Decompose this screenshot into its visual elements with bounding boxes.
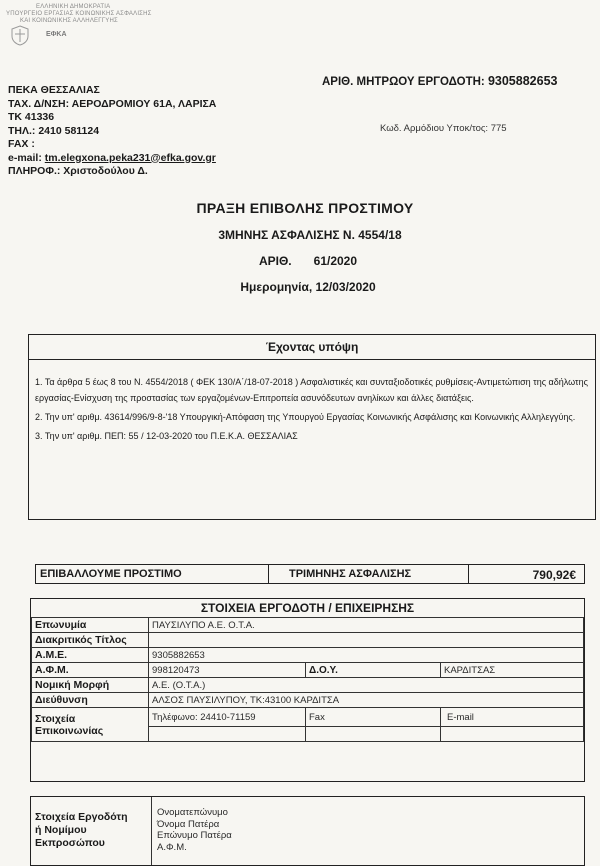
fine-type-cell [268,565,412,583]
department-code: Κωδ. Αρμόδιου Υποκ/τος: 775 [380,123,507,134]
table-row [32,648,584,663]
letterhead-line-2: ΥΠΟΥΡΓΕΙΟ ΕΡΓΑΣΙΑΣ ΚΟΙΝΩΝΙΚΗΣ ΑΣΦΑΛΙΣΗΣ [6,11,152,17]
rep-field-fullname: Ονοματεπώνυμο [157,807,228,818]
title-label: Διακριτικός Τίτλος [32,633,149,648]
name-value: ΠΑΥΣΙΛΥΠΟ Α.Ε. Ο.Τ.Α. [149,618,584,633]
fine-amount: 790,92€ [532,568,576,582]
email-label: e-mail: [8,151,42,164]
document-number [16,254,600,268]
sender-line-5: FAX : [8,138,35,150]
rep-field-father-surname: Επώνυμο Πατέρα [157,830,232,841]
contact-label-1: Στοιχεία [35,712,76,725]
address-value: ΑΛΣΟΣ ΠΑΥΣΙΛΥΠΟΥ, ΤΚ:43100 ΚΑΡΔΙΤΣΑ [149,693,584,708]
address-label: Διεύθυνση [32,693,149,708]
document-number-label: ΑΡΙΘ. [258,254,292,268]
fine-label: ΕΠΙΒΑΛΛΟΥΜΕ ΠΡΟΣΤΙΜΟ [40,568,182,580]
considering-body [29,360,595,444]
contact-extra-3 [441,727,584,742]
rep-label-3: Εκπροσώπου [35,837,105,849]
table-row [32,678,584,693]
considering-item-1: 1. Τα άρθρα 5 έως 8 του Ν. 4554/2018 ( ΦΕΚ 130/Α΄/18-07-2018 ) Ασφαλιστικές και συνταξιοδοτικές ρυθμίσεις-Αντιμετώπιση της αδήλωτης εργασίας-Ενίσχυση της προστασίας των εργαζομένων-Επιτροπεία ασυνόδευτων ανηλίκων και άλλες διατάξεις. [35,377,588,403]
letterhead-line-3: ΚΑΙ ΚΟΙΝΩΝΙΚΗΣ ΑΛΛΗΛΕΓΓΥΗΣ [20,18,118,24]
table-row [32,708,584,727]
email-value: E-mail [441,708,584,727]
legal-form-value: Α.Ε. (Ο.Τ.Α.) [149,678,584,693]
sender-line-1: ΠΕΚΑ ΘΕΣΣΑΛΙΑΣ [8,84,100,96]
table-row [32,633,584,648]
greek-emblem-icon [8,24,32,46]
sender-line-4: ΤΗΛ.: 2410 581124 [8,124,100,137]
contact-label [32,708,149,742]
registry-number: 9305882653 [487,74,558,88]
rep-label-1: Στοιχεία Εργοδότη [35,811,128,823]
rep-divider [151,797,152,865]
document-subtitle: 3ΜΗΝΗΣ ΑΣΦΑΛΙΣΗΣ Ν. 4554/18 [218,228,402,242]
considering-box [28,334,596,520]
doy-label: Δ.Ο.Υ. [306,663,441,678]
letterhead-line-1: ΕΛΛΗΝΙΚΗ ΔΗΜΟΚΡΑΤΙΑ [36,4,111,10]
document-number-value: 61/2020 [313,254,358,268]
table-row [32,693,584,708]
document-date: Ημερομηνία, 12/03/2020 [240,280,376,294]
fine-row [35,564,585,584]
legal-form-label: Νομική Μορφή [32,678,149,693]
contact-extra-2 [306,727,441,742]
registry-label: ΑΡΙΘ. ΜΗΤΡΩΟΥ ΕΡΓΟΔΟΤΗ: [322,76,485,88]
contact-extra-1 [149,727,306,742]
sender-line-7: ΠΛΗΡΟΦ.: Χριστοδούλου Δ. [8,165,148,177]
table-row [32,663,584,678]
fine-type: ΤΡΙΜΗΝΗΣ ΑΣΦΑΛΙΣΗΣ [289,568,412,580]
employer-registry-number [322,74,557,88]
email-link[interactable]: tm.elegxona.peka231@efka.gov.gr [44,151,216,164]
title-value [149,633,584,648]
fine-divider [468,565,469,583]
employer-details-box [30,598,585,782]
name-label: Επωνυμία [32,618,149,633]
efka-logo-text: ΕΦΚΑ [46,31,67,38]
representative-fields [157,807,232,853]
representative-label [35,811,128,850]
considering-item-2: 2. Την υπ' αριθμ. 43614/996/9-8-'18 Υπουργική-Απόφαση της Υπουργού Εργασίας Κοινωνικής Ασφάλισης και Κοινωνικής Αλληλεγγύης. [35,412,576,422]
employer-table [31,599,584,742]
rep-field-afm: Α.Φ.Μ. [157,841,187,853]
phone-value: Τηλέφωνο: 24410-71159 [149,708,306,727]
table-row [32,618,584,633]
letterhead [6,4,156,62]
sender-line-2: ΤΑΧ. Δ/ΝΣΗ: ΑΕΡΟΔΡΟΜΙΟΥ 61Α, ΛΑΡΙΣΑ [8,97,217,110]
sender-line-3: ΤΚ 41336 [8,111,55,123]
contact-label-2: Επικοινωνίας [35,724,104,737]
rep-label-2: ή Νομίμου [35,824,87,836]
fax-value: Fax [306,708,441,727]
considering-header: Έχοντας υπόψη [29,335,595,360]
employer-header: ΣΤΟΙΧΕΙΑ ΕΡΓΟΔΟΤΗ / ΕΠΙΧΕΙΡΗΣΗΣ [32,599,584,618]
document-title-block [0,200,600,294]
ame-label: Α.Μ.Ε. [32,648,149,663]
afm-value: 998120473 [149,663,306,678]
considering-item-3: 3. Την υπ' αριθμ. ΠΕΠ: 55 / 12-03-2020 του Π.Ε.Κ.Α. ΘΕΣΣΑΛΙΑΣ [35,431,298,441]
sender-email-row [8,152,216,166]
ame-value: 9305882653 [149,648,584,663]
doy-value: ΚΑΡΔΙΤΣΑΣ [441,663,584,678]
sender-block [8,84,216,179]
rep-field-father-name: Όνομα Πατέρα [157,818,220,830]
document-title: ΠΡΑΞΗ ΕΠΙΒΟΛΗΣ ΠΡΟΣΤΙΜΟΥ [196,200,414,216]
afm-label: Α.Φ.Μ. [32,663,149,678]
